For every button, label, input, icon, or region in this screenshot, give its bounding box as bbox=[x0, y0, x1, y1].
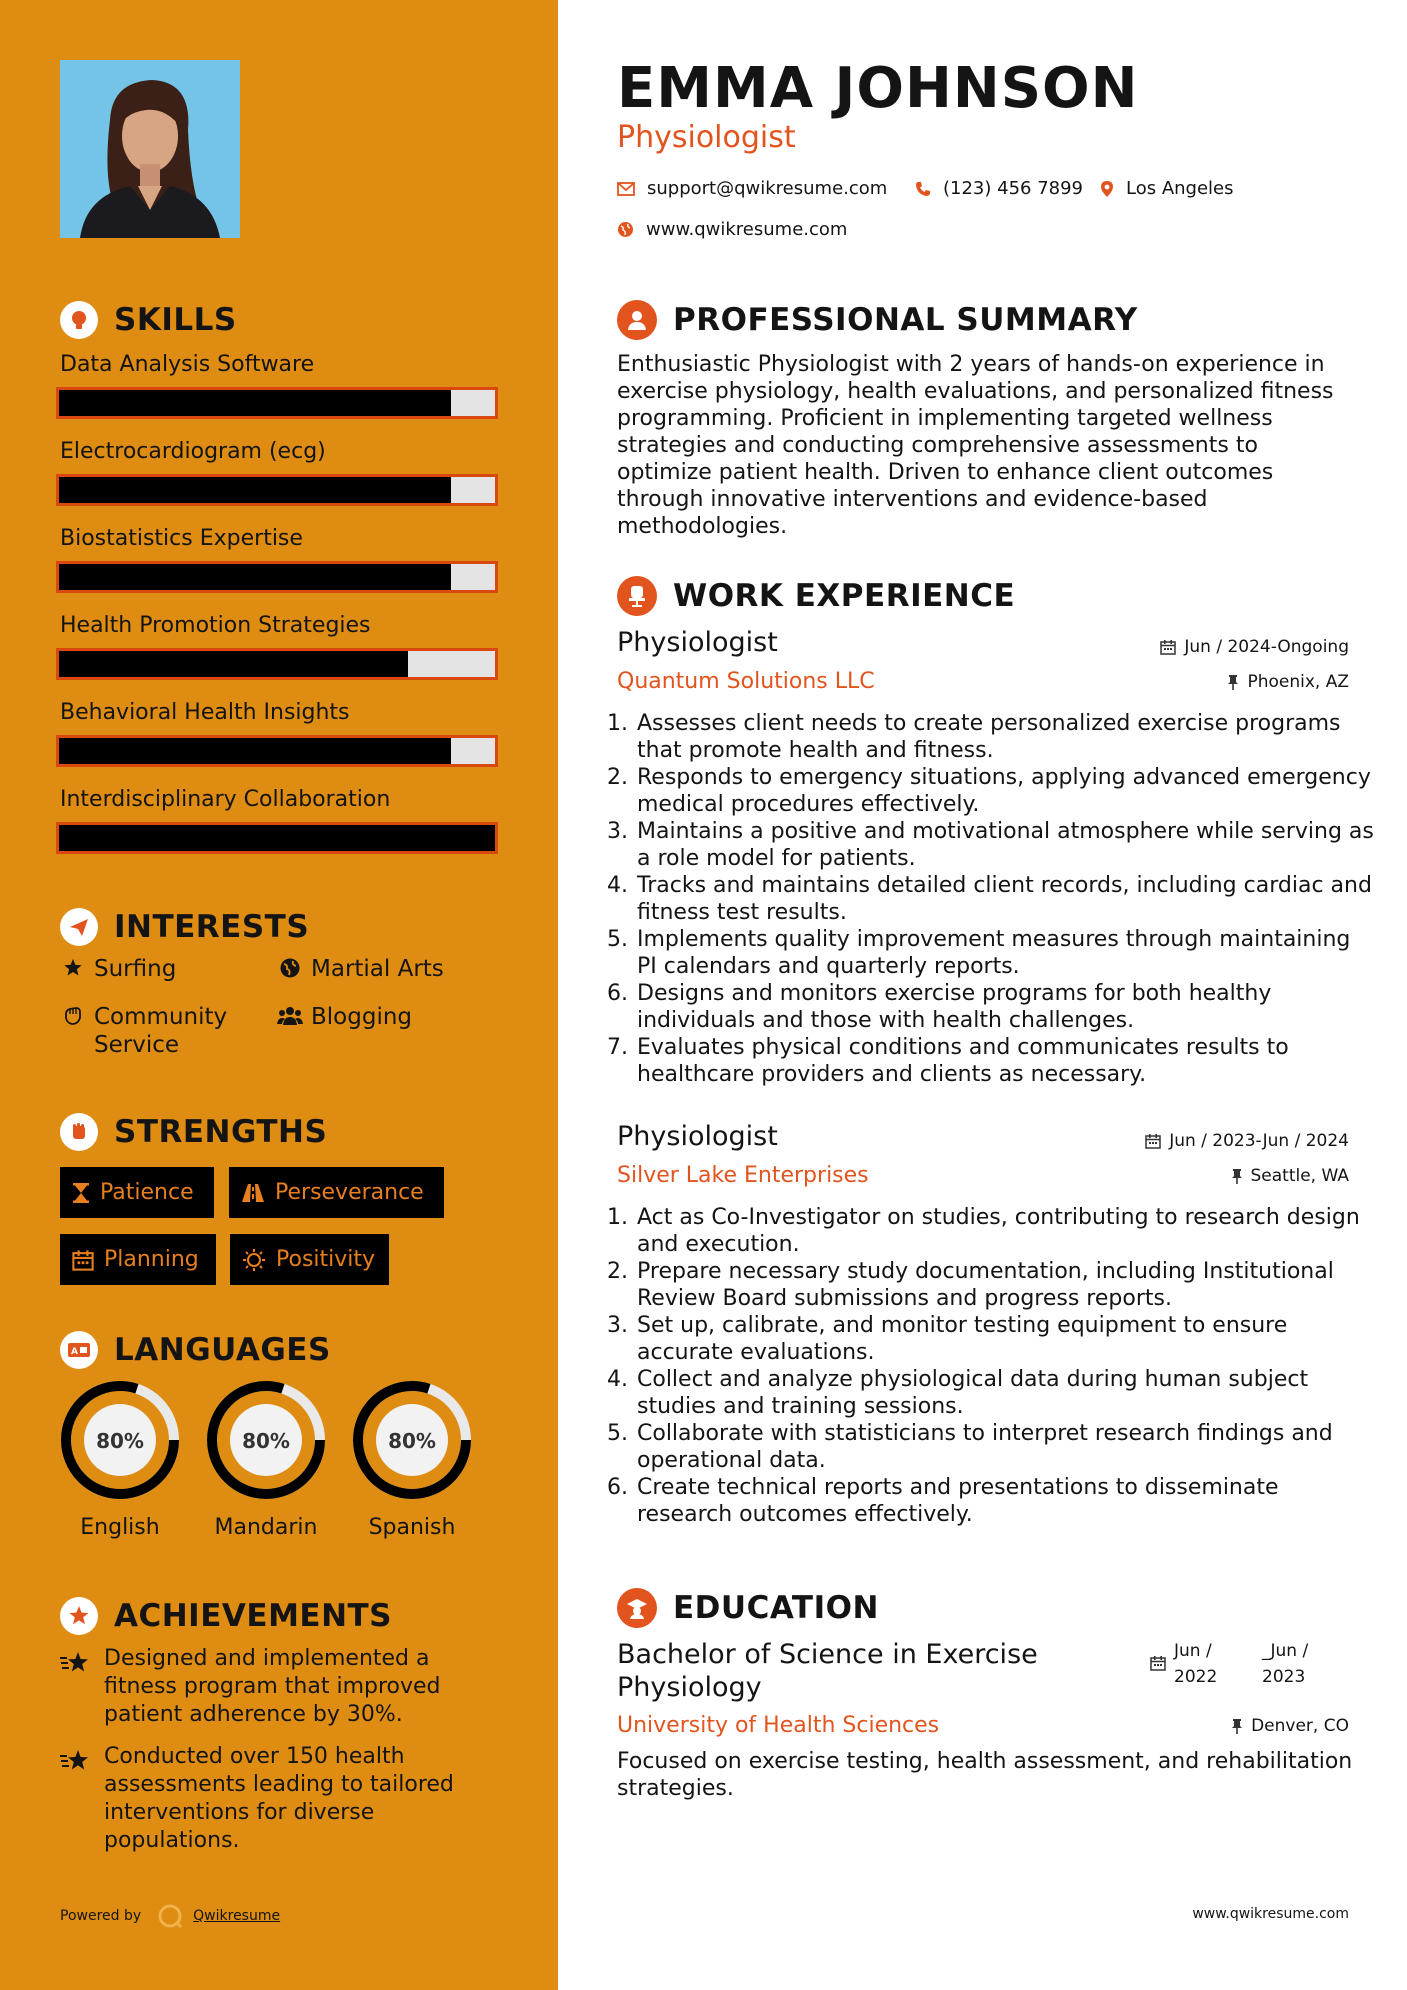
job-2-dates-text: Jun / 2023-Jun / 2024 bbox=[1169, 1131, 1349, 1151]
sun-icon bbox=[242, 1248, 266, 1272]
interests-header bbox=[60, 905, 309, 949]
skill-level-bar bbox=[56, 561, 498, 593]
skill-level-bar bbox=[56, 648, 498, 680]
languages-title: LANGUAGES bbox=[114, 1332, 331, 1368]
skill-level-fill bbox=[59, 390, 451, 416]
paper-plane-icon bbox=[60, 908, 98, 946]
interest-item bbox=[58, 955, 238, 983]
duty-item: 7. Evaluates physical conditions and communicates results to healthcare providers and clients as necessary. bbox=[635, 1034, 1375, 1088]
education-description: Focused on exercise testing, health assessment, and rehabilitation strategies. bbox=[617, 1749, 1353, 1801]
interest-label: Community Service bbox=[94, 1004, 228, 1058]
job-2-company: Silver Lake Enterprises bbox=[617, 1163, 869, 1188]
education-degree: Bachelor of Science in Exercise Physiology bbox=[617, 1639, 1038, 1703]
globe-icon bbox=[275, 955, 305, 979]
summary-title: PROFESSIONAL SUMMARY bbox=[673, 302, 1138, 338]
duty-item: 6. Designs and monitors exercise programs for both healthy individuals and those with health challenges. bbox=[635, 980, 1375, 1034]
job-1-title: Physiologist bbox=[617, 627, 778, 658]
duty-item: 6. Create technical reports and presentations to disseminate research outcomes effectively. bbox=[635, 1474, 1375, 1528]
achievements-title: ACHIEVEMENTS bbox=[114, 1598, 393, 1634]
skill-level-fill bbox=[59, 477, 451, 503]
svg-text:A: A bbox=[71, 1347, 78, 1357]
road-icon bbox=[241, 1183, 265, 1203]
language-ring bbox=[350, 1378, 474, 1506]
education-header bbox=[617, 1588, 879, 1628]
language-percent: 80% bbox=[388, 1429, 436, 1453]
globe-icon bbox=[617, 221, 634, 238]
experience-title: WORK EXPERIENCE bbox=[673, 578, 1016, 614]
skill-level-bar bbox=[56, 387, 498, 419]
job-2-location bbox=[1231, 1166, 1350, 1186]
interest-item bbox=[275, 1003, 475, 1031]
job-2-location-text: Seattle, WA bbox=[1250, 1166, 1349, 1186]
experience-header bbox=[617, 576, 1015, 616]
duty-item: 2. Responds to emergency situations, applying advanced emergency medical procedures effectively. bbox=[635, 764, 1375, 818]
language-name: Mandarin bbox=[214, 1515, 318, 1540]
skill-level-fill bbox=[59, 564, 451, 590]
calendar-icon bbox=[1160, 639, 1176, 655]
powered-by bbox=[60, 1903, 280, 1929]
language-ring bbox=[58, 1378, 182, 1506]
duty-item: 1. Act as Co-Investigator on studies, contributing to research design and execution. bbox=[635, 1204, 1375, 1258]
skills-title: SKILLS bbox=[114, 302, 237, 338]
duty-item: 5. Collaborate with statisticians to interpret research findings and operational data. bbox=[635, 1420, 1375, 1474]
education-end: _Jun / 2023 bbox=[1262, 1641, 1309, 1687]
interest-label: Martial Arts bbox=[311, 956, 444, 982]
language-percent: 80% bbox=[242, 1429, 290, 1453]
pushpin-icon bbox=[1231, 1168, 1243, 1184]
skill-name: Biostatistics Expertise bbox=[60, 526, 303, 551]
footer-url[interactable]: www.qwikresume.com bbox=[1192, 1906, 1349, 1922]
phone-text: (123) 456 7899 bbox=[943, 178, 1084, 199]
achievement-star-icon bbox=[60, 1645, 94, 1729]
language-ring bbox=[204, 1378, 328, 1506]
achievement-star-icon bbox=[60, 1743, 94, 1855]
language-name: Spanish bbox=[368, 1515, 456, 1540]
language-name: English bbox=[80, 1515, 160, 1540]
strengths-header bbox=[60, 1110, 327, 1154]
envelope-icon bbox=[617, 182, 635, 196]
graduate-icon bbox=[617, 1588, 657, 1628]
achievements-header bbox=[60, 1594, 392, 1638]
summary-text: Enthusiastic Physiologist with 2 years of hands-on experience in exercise physiology, health evaluations, and personalized fitness programming. Proficient in implementing targeted wellness strategies and conducting comprehensive assessments to optimize patient health. Driven to enhance client outcomes through innovative interventions and evidence-based methodologies. bbox=[617, 352, 1334, 539]
hourglass-icon bbox=[72, 1182, 90, 1204]
profile-photo bbox=[60, 60, 240, 238]
job-1-company: Quantum Solutions LLC bbox=[617, 669, 875, 694]
strength-label: Positivity bbox=[276, 1247, 376, 1272]
language-percent: 80% bbox=[96, 1429, 144, 1453]
job-1-location-text: Phoenix, AZ bbox=[1247, 672, 1349, 692]
strength-badge bbox=[229, 1167, 444, 1218]
interests-title: INTERESTS bbox=[114, 909, 310, 945]
skill-level-bar bbox=[56, 735, 498, 767]
location-text: Los Angeles bbox=[1126, 178, 1234, 199]
education-start: Jun / 2022 bbox=[1174, 1641, 1218, 1687]
calendar-icon bbox=[1150, 1638, 1166, 1690]
job-2-dates bbox=[1145, 1131, 1349, 1151]
user-icon bbox=[617, 300, 657, 340]
strength-badge bbox=[60, 1234, 216, 1285]
email-text: support@qwikresume.com bbox=[647, 178, 888, 199]
contact-location bbox=[1100, 178, 1234, 199]
interest-label: Surfing bbox=[94, 956, 177, 982]
duty-item: 4. Collect and analyze physiological data during human subject studies and training sessions. bbox=[635, 1366, 1375, 1420]
education-dates bbox=[1150, 1638, 1322, 1690]
duty-item: 1. Assesses client needs to create personalized exercise programs that promote health and fitness. bbox=[635, 710, 1375, 764]
duty-item: 2. Prepare necessary study documentation, including Institutional Review Board submissions and progress reports. bbox=[635, 1258, 1375, 1312]
job-1-dates-text: Jun / 2024-Ongoing bbox=[1184, 637, 1349, 657]
sidebar bbox=[0, 0, 558, 1990]
strengths-title: STRENGTHS bbox=[114, 1114, 328, 1150]
interest-label: Blogging bbox=[311, 1004, 413, 1030]
strength-badge bbox=[60, 1167, 214, 1218]
skill-level-fill bbox=[59, 825, 495, 851]
website-text: www.qwikresume.com bbox=[646, 219, 848, 240]
pushpin-icon bbox=[1227, 674, 1239, 690]
skill-name: Electrocardiogram (ecg) bbox=[60, 439, 326, 464]
skill-name: Interdisciplinary Collaboration bbox=[60, 787, 391, 812]
users-icon bbox=[275, 1003, 305, 1027]
achievement-text: Designed and implemented a fitness program that improved patient adherence by 30%. bbox=[104, 1646, 441, 1727]
duty-item: 4. Tracks and maintains detailed client records, including cardiac and fitness test results. bbox=[635, 872, 1375, 926]
skill-name: Behavioral Health Insights bbox=[60, 700, 350, 725]
briefcase-chair-icon bbox=[617, 576, 657, 616]
powered-by-label: Powered by bbox=[60, 1908, 142, 1924]
achievement-item bbox=[60, 1645, 490, 1729]
skills-header bbox=[60, 298, 237, 342]
language-card-icon bbox=[60, 1331, 98, 1369]
skill-level-fill bbox=[59, 651, 408, 677]
skill-level-bar bbox=[56, 822, 498, 854]
education-title: EDUCATION bbox=[673, 1590, 879, 1626]
hand-icon bbox=[58, 1003, 88, 1027]
achievement-item bbox=[60, 1743, 490, 1855]
skill-level-bar bbox=[56, 474, 498, 506]
education-location bbox=[1231, 1716, 1349, 1736]
skill-name: Health Promotion Strategies bbox=[60, 613, 371, 638]
interest-item bbox=[58, 1003, 238, 1059]
contact-phone[interactable] bbox=[915, 178, 1083, 199]
job-2-duties bbox=[617, 1204, 1375, 1528]
star-icon bbox=[58, 955, 88, 979]
job-1-dates bbox=[1160, 637, 1349, 657]
strength-label: Planning bbox=[104, 1247, 199, 1272]
education-location-text: Denver, CO bbox=[1251, 1716, 1349, 1736]
job-2-title: Physiologist bbox=[617, 1121, 778, 1152]
duty-item: 5. Implements quality improvement measures through maintaining PI calendars and quarterly reports. bbox=[635, 926, 1375, 980]
job-1-location bbox=[1227, 672, 1349, 692]
skill-level-fill bbox=[59, 738, 451, 764]
education-school: University of Health Sciences bbox=[617, 1713, 940, 1738]
languages-header bbox=[60, 1328, 331, 1372]
map-pin-icon bbox=[1100, 180, 1114, 198]
calendar-icon bbox=[1145, 1133, 1161, 1149]
job-1-duties bbox=[617, 710, 1375, 1088]
interest-item bbox=[275, 955, 475, 983]
summary-header bbox=[617, 300, 1138, 340]
strength-badge bbox=[230, 1234, 389, 1285]
award-star-icon bbox=[60, 1597, 98, 1635]
strength-label: Perseverance bbox=[275, 1180, 424, 1205]
skill-name: Data Analysis Software bbox=[60, 352, 315, 377]
candidate-name: EMMA JOHNSON bbox=[617, 56, 1139, 121]
contact-email[interactable] bbox=[617, 178, 887, 199]
pushpin-icon bbox=[1231, 1718, 1243, 1734]
lightbulb-icon bbox=[60, 301, 98, 339]
contact-website[interactable] bbox=[617, 219, 847, 240]
candidate-role: Physiologist bbox=[617, 120, 796, 155]
calendar-icon bbox=[72, 1249, 94, 1271]
qwikresume-logo-icon bbox=[157, 1903, 183, 1929]
strength-label: Patience bbox=[100, 1180, 194, 1205]
fist-icon bbox=[60, 1113, 98, 1151]
duty-item: 3. Maintains a positive and motivational atmosphere while serving as a role model for patients. bbox=[635, 818, 1375, 872]
achievement-text: Conducted over 150 health assessments leading to tailored interventions for diverse populations. bbox=[104, 1744, 454, 1853]
qwikresume-link[interactable]: Qwikresume bbox=[193, 1908, 281, 1924]
phone-icon bbox=[915, 181, 931, 197]
duty-item: 3. Set up, calibrate, and monitor testing equipment to ensure accurate evaluations. bbox=[635, 1312, 1375, 1366]
